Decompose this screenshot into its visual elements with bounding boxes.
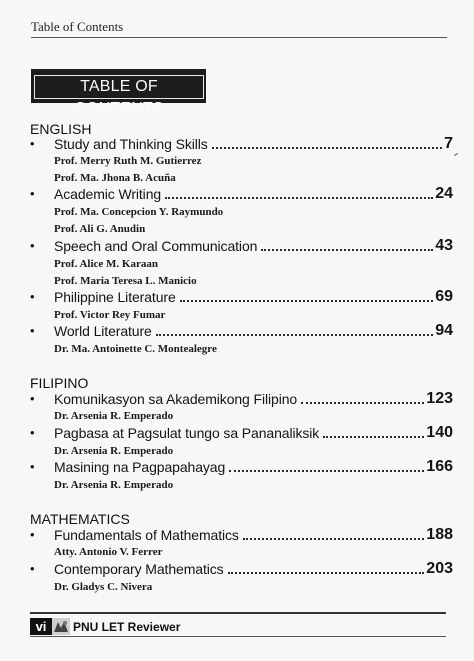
page-number: 166 bbox=[426, 458, 453, 475]
author: Prof. Alice M. Karaan bbox=[54, 258, 158, 270]
page-number: 43 bbox=[435, 237, 453, 254]
entry-title: Komunikasyon sa Akademikong Filipino bbox=[54, 391, 298, 407]
bullet: • bbox=[30, 425, 35, 440]
page-number: 7 bbox=[444, 135, 453, 152]
section-title-mathematics: MATHEMATICS bbox=[30, 511, 130, 527]
toc-entry[interactable] bbox=[30, 183, 453, 203]
bullet: • bbox=[30, 391, 35, 406]
author: Dr. Arsenia R. Emperado bbox=[54, 479, 174, 491]
toc-entry[interactable] bbox=[30, 235, 453, 255]
author: Prof. Ma. Jhona B. Acuña bbox=[54, 172, 176, 184]
author: Prof. Ali G. Anudin bbox=[54, 223, 146, 235]
author: Dr. Gladys C. Nivera bbox=[54, 581, 153, 593]
bullet: • bbox=[30, 561, 35, 576]
entry-title: Masining na Pagpapahayag bbox=[54, 459, 226, 475]
author: Prof. Ma. Concepcion Y. Raymundo bbox=[54, 206, 224, 218]
bullet: • bbox=[30, 289, 35, 304]
author: Prof. Maria Teresa L. Manicio bbox=[54, 275, 197, 287]
dot-leader bbox=[180, 300, 434, 302]
entry-title: Speech and Oral Communication bbox=[54, 238, 258, 254]
bullet: • bbox=[30, 527, 35, 542]
dot-leader bbox=[165, 197, 433, 199]
author: Prof. Merry Ruth M. Gutierrez bbox=[54, 155, 202, 167]
dot-leader bbox=[301, 402, 424, 404]
dot-leader bbox=[156, 334, 433, 336]
page-number: 188 bbox=[426, 526, 453, 543]
footer-rule-top bbox=[30, 612, 446, 614]
toc-entry[interactable] bbox=[30, 133, 453, 153]
footer-logo-icon bbox=[52, 618, 70, 635]
author: Atty. Antonio V. Ferrer bbox=[54, 546, 163, 558]
header-rule bbox=[31, 37, 447, 38]
toc-entry[interactable] bbox=[30, 422, 453, 442]
toc-entry[interactable] bbox=[30, 524, 453, 544]
toc-entry[interactable] bbox=[30, 320, 453, 340]
entry-title: World Literature bbox=[54, 323, 152, 339]
bullet: • bbox=[30, 238, 35, 253]
bullet: • bbox=[30, 136, 35, 151]
page-number: 94 bbox=[435, 322, 453, 339]
dot-leader bbox=[212, 147, 442, 149]
bullet: • bbox=[30, 459, 35, 474]
section-title-filipino: FILIPINO bbox=[30, 375, 89, 391]
page-number: 203 bbox=[426, 560, 453, 577]
page-number: 123 bbox=[426, 390, 453, 407]
dot-leader bbox=[228, 572, 425, 574]
author: Prof. Victor Rey Fumar bbox=[54, 309, 166, 321]
author: Dr. Ma. Antoinette C. Montealegre bbox=[54, 343, 217, 355]
dot-leader bbox=[229, 470, 424, 472]
toc-entry[interactable] bbox=[30, 456, 453, 476]
toc-entry[interactable] bbox=[30, 286, 453, 306]
toc-banner-title: TABLE OF CONTENTS bbox=[34, 75, 204, 99]
dot-leader bbox=[323, 436, 424, 438]
footer-title: PNU LET Reviewer bbox=[73, 620, 181, 634]
toc-entry[interactable] bbox=[30, 388, 453, 408]
page-number: 24 bbox=[435, 185, 453, 202]
author: Dr. Arsenia R. Emperado bbox=[54, 410, 174, 422]
entry-title: Fundamentals of Mathematics bbox=[54, 527, 239, 543]
stray-mark bbox=[454, 153, 458, 156]
bullet: • bbox=[30, 186, 35, 201]
entry-title: Study and Thinking Skills bbox=[54, 136, 208, 152]
footer-rule-bottom bbox=[30, 636, 446, 637]
page-number: 140 bbox=[426, 424, 453, 441]
section-title-english: ENGLISH bbox=[30, 121, 92, 137]
entry-title: Contemporary Mathematics bbox=[54, 561, 224, 577]
running-head: Table of Contents bbox=[31, 19, 124, 34]
dot-leader bbox=[243, 538, 424, 540]
bullet: • bbox=[30, 323, 35, 338]
footer-page-number: vi bbox=[30, 618, 52, 635]
page-number: 69 bbox=[435, 288, 453, 305]
toc-entry[interactable] bbox=[30, 558, 453, 578]
entry-title: Pagbasa at Pagsulat tungo sa Pananaliksik bbox=[54, 425, 320, 441]
entry-title: Academic Writing bbox=[54, 186, 162, 202]
dot-leader bbox=[261, 249, 433, 251]
author: Dr. Arsenia R. Emperado bbox=[54, 445, 174, 457]
entry-title: Philippine Literature bbox=[54, 289, 176, 305]
